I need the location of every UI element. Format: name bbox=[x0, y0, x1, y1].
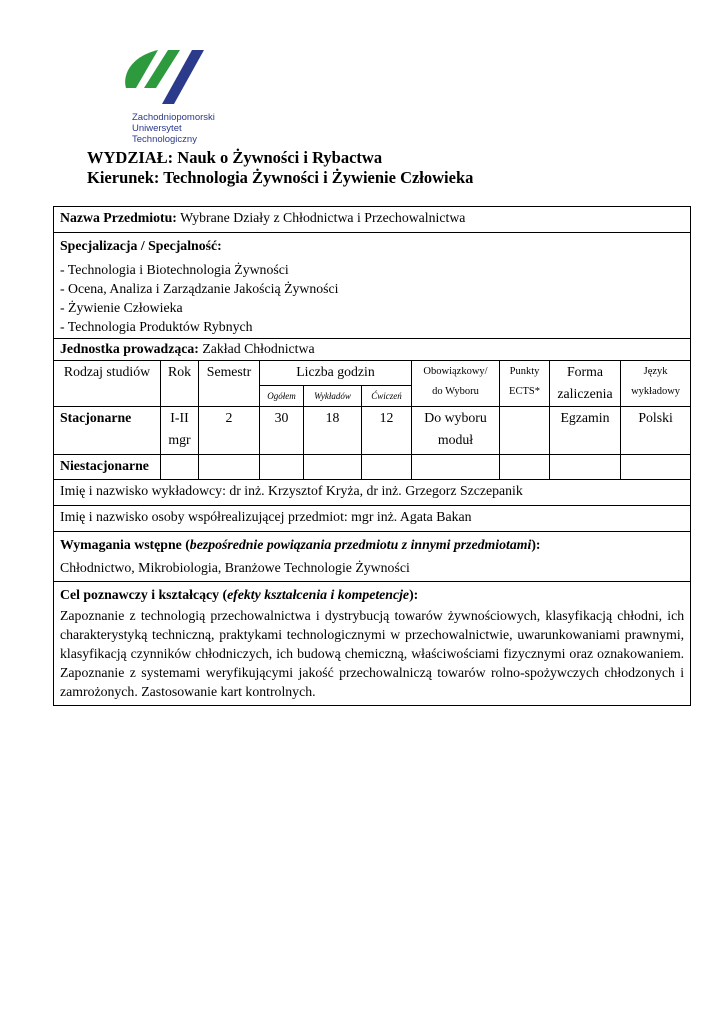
cell-empty bbox=[550, 455, 621, 480]
cell-empty bbox=[304, 455, 362, 480]
specialization-list bbox=[60, 260, 684, 336]
lecturers-text: Imię i nazwisko wykładowcy: dr inż. Krzysztof Kryża, dr inż. Grzegorz Szczepanik bbox=[54, 480, 691, 506]
colecturer-text: Imię i nazwisko osoby współrealizującej przedmiot: mgr inż. Agata Bakan bbox=[54, 506, 691, 532]
requirements-value: Chłodnictwo, Mikrobiologia, Branżowe Technologie Żywności bbox=[60, 560, 410, 575]
header-assessment bbox=[550, 361, 621, 407]
cell-assessment: Egzamin bbox=[550, 407, 621, 455]
header-ects bbox=[500, 361, 550, 407]
specialization-item: - Technologia i Biotechnologia Żywności bbox=[60, 262, 289, 277]
logo-line-3: Technologiczny bbox=[132, 134, 197, 145]
goal-row bbox=[54, 582, 691, 706]
header-lectures: Wykładów bbox=[304, 386, 362, 407]
cell-empty bbox=[412, 455, 500, 480]
header-hours: Liczba godzin bbox=[260, 361, 412, 386]
course-card-table bbox=[53, 206, 691, 706]
requirements-label bbox=[60, 533, 684, 556]
cell-exercises: 12 bbox=[362, 407, 412, 455]
cell-study-type: Stacjonarne bbox=[54, 407, 161, 455]
logo-text bbox=[132, 112, 215, 145]
requirements-row bbox=[54, 532, 691, 582]
unit-value: Zakład Chłodnictwa bbox=[202, 341, 315, 356]
goal-label-b: efekty kształcenia i kompetencje bbox=[227, 587, 410, 602]
unit-row bbox=[54, 339, 691, 361]
faculty-title: WYDZIAŁ: Nauk o Żywności i Rybactwa bbox=[87, 148, 383, 167]
document-header bbox=[87, 148, 473, 188]
cell-language: Polski bbox=[621, 407, 691, 455]
unit-label: Jednostka prowadząca: bbox=[60, 341, 199, 356]
goal-label-c: ): bbox=[409, 587, 419, 602]
header-language bbox=[621, 361, 691, 407]
table-row bbox=[54, 407, 691, 455]
header-mandatory-line-1: Obowiązkowy/ bbox=[423, 366, 488, 377]
cell-year-line-2: mgr bbox=[168, 432, 191, 447]
cell-empty bbox=[500, 455, 550, 480]
requirements-label-c: ): bbox=[531, 537, 541, 552]
cell-study-type: Niestacjonarne bbox=[54, 455, 161, 480]
cell-empty bbox=[621, 455, 691, 480]
cell-year-line-1: I-II bbox=[170, 410, 189, 425]
specialization-row bbox=[54, 233, 691, 339]
header-semester: Semestr bbox=[199, 361, 260, 407]
cell-year bbox=[161, 407, 199, 455]
university-logo bbox=[118, 44, 238, 152]
logo-line-2: Uniwersytet bbox=[132, 123, 182, 134]
header-study-type: Rodzaj studiów bbox=[54, 361, 161, 407]
cell-empty bbox=[161, 455, 199, 480]
logo-graphic bbox=[118, 44, 208, 114]
cell-mandatory-line-1: Do wyboru bbox=[424, 410, 487, 425]
requirements-label-a: Wymagania wstępne ( bbox=[60, 537, 190, 552]
specialization-item: - Technologia Produktów Rybnych bbox=[60, 319, 253, 334]
header-language-line-1: Język bbox=[643, 366, 668, 377]
header-assessment-line-1: Forma bbox=[566, 364, 604, 379]
cell-lectures: 18 bbox=[304, 407, 362, 455]
cell-empty bbox=[199, 455, 260, 480]
header-ects-line-2: ECTS* bbox=[509, 386, 540, 397]
goal-label bbox=[60, 583, 684, 606]
grid-header-row bbox=[54, 361, 691, 386]
cell-mandatory bbox=[412, 407, 500, 455]
header-assessment-line-2: zaliczenia bbox=[557, 386, 613, 401]
cell-semester: 2 bbox=[199, 407, 260, 455]
header-year: Rok bbox=[161, 361, 199, 407]
header-language-line-2: wykładowy bbox=[631, 386, 681, 397]
direction-title: Kierunek: Technologia Żywności i Żywienie Człowieka bbox=[87, 168, 474, 187]
course-name-row bbox=[54, 207, 691, 233]
header-exercises: Ćwiczeń bbox=[362, 386, 412, 407]
cell-empty bbox=[260, 455, 304, 480]
course-name-value: Wybrane Działy z Chłodnictwa i Przechowalnictwa bbox=[180, 210, 466, 225]
colecturer-row bbox=[54, 506, 691, 532]
header-ects-line-1: Punkty bbox=[509, 366, 540, 377]
course-name-label: Nazwa Przedmiotu: bbox=[60, 210, 177, 225]
header-mandatory-line-2: do Wyboru bbox=[432, 386, 479, 397]
header-mandatory bbox=[412, 361, 500, 407]
cell-empty bbox=[362, 455, 412, 480]
logo-line-1: Zachodniopomorski bbox=[132, 112, 215, 123]
cell-mandatory-line-2: moduł bbox=[437, 432, 474, 447]
cell-ects bbox=[500, 407, 550, 455]
cell-total: 30 bbox=[260, 407, 304, 455]
table-row bbox=[54, 455, 691, 480]
specialization-item: - Ocena, Analiza i Zarządzanie Jakością Żywności bbox=[60, 281, 339, 296]
header-total: Ogółem bbox=[260, 386, 304, 407]
goal-text: Zapoznanie z technologią przechowalnictwa i dystrybucją towarów żywnościowych, klasyfikacją chłodni, ich charakterystyką techniczną, praktykami technologicznymi w przechowalnictwie, uwarunkowaniami prawnymi, klasyfikacją czynników chłodniczych, ich budową chemiczną, właściwościami fizycznymi oraz oznakowaniem. Zapoznanie z systemami weryfikującymi jakość przechowalniczą towarów rolno-spożywczych chłodzonych i zamrożonych. Zastosowanie kart kontrolnych. bbox=[60, 608, 685, 699]
specialization-item: - Żywienie Człowieka bbox=[60, 300, 183, 315]
specialization-label: Specjalizacja / Specjalność: bbox=[60, 238, 222, 253]
lecturers-row bbox=[54, 480, 691, 506]
goal-label-a: Cel poznawczy i kształcący ( bbox=[60, 587, 228, 602]
requirements-label-b: bezpośrednie powiązania przedmiotu z innymi przedmiotami bbox=[189, 537, 532, 552]
